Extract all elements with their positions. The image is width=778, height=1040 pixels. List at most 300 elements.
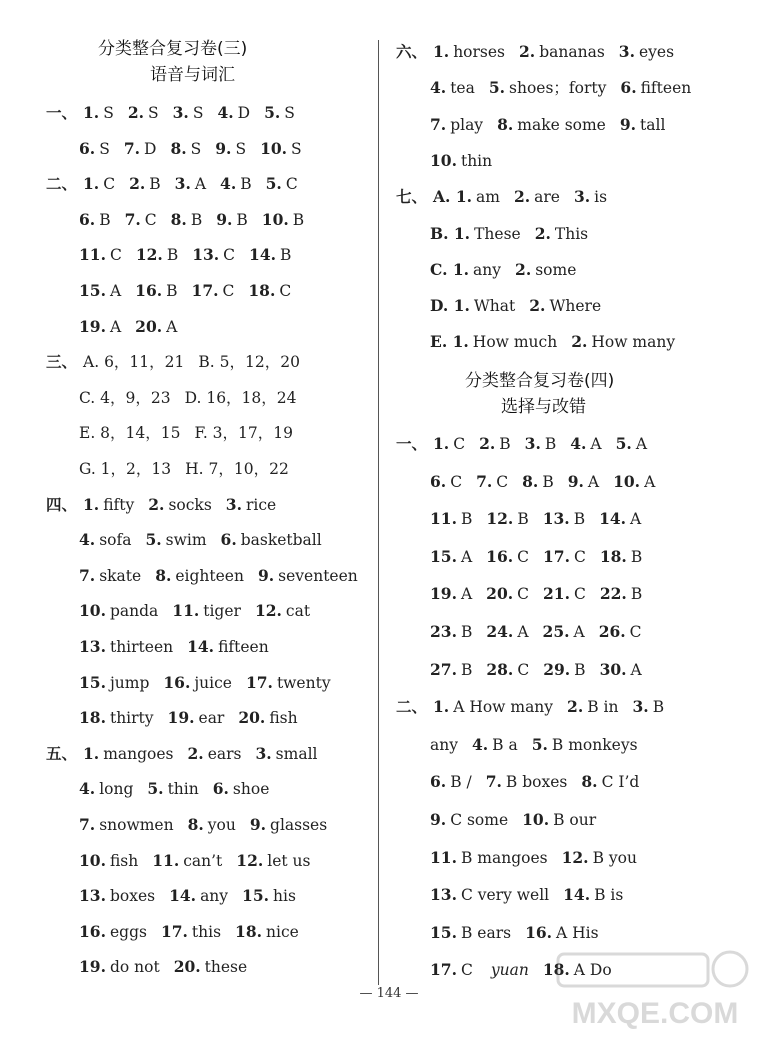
question-number: 20. bbox=[238, 708, 266, 728]
answer-text: B bbox=[149, 175, 161, 194]
answer-text: basketball bbox=[240, 531, 322, 550]
question-number: 13. bbox=[430, 885, 457, 905]
question-number: 13. bbox=[79, 637, 106, 656]
answer-item bbox=[83, 352, 184, 372]
question-number: 28. bbox=[486, 659, 514, 679]
answer-text: C bbox=[517, 585, 530, 604]
answer-text: C bbox=[279, 282, 292, 300]
answer-text: can’t bbox=[183, 851, 223, 870]
question-number: 4. bbox=[217, 103, 234, 122]
answer-item bbox=[135, 317, 177, 337]
answer-text: B bbox=[460, 623, 473, 641]
answer-item bbox=[525, 434, 557, 454]
answer-item bbox=[216, 210, 248, 230]
page-number: — 144 — bbox=[359, 986, 419, 1001]
answer-line bbox=[396, 697, 678, 717]
section-label: 七、 bbox=[396, 188, 428, 207]
answer-item bbox=[171, 210, 203, 230]
question-number: 4. bbox=[79, 779, 96, 799]
answer-item bbox=[599, 509, 641, 529]
answer-item bbox=[430, 260, 501, 280]
question-number: 15. bbox=[430, 546, 457, 566]
question-number: 4. bbox=[570, 434, 587, 453]
answer-item bbox=[255, 601, 310, 621]
question-number: 18. bbox=[248, 281, 276, 300]
answer-text: some bbox=[535, 260, 577, 279]
question-number: 22. bbox=[599, 584, 627, 604]
answer-item bbox=[235, 922, 299, 942]
answer-item bbox=[79, 708, 154, 728]
question-number: 9. bbox=[257, 565, 275, 585]
answer-item bbox=[79, 815, 174, 835]
answer-text: B is bbox=[594, 886, 624, 905]
question-number: 17. bbox=[543, 546, 570, 566]
answer-text: B bbox=[166, 246, 179, 265]
answer-text: B bbox=[544, 435, 557, 453]
answer-text: eyes bbox=[638, 43, 675, 61]
answer-text: C bbox=[517, 660, 530, 679]
question-number: 9. bbox=[249, 815, 267, 834]
answer-item bbox=[600, 547, 642, 567]
answer-text: C. 4，9，23 bbox=[79, 388, 171, 407]
question-number: 24. bbox=[486, 622, 514, 641]
section-label: 六、 bbox=[396, 43, 428, 61]
answer-item bbox=[264, 103, 295, 123]
question-number: 3. bbox=[225, 494, 242, 514]
question-number: 1. bbox=[433, 42, 450, 61]
answer-text: thin bbox=[460, 151, 493, 170]
question-number: 16. bbox=[486, 546, 514, 566]
answer-line bbox=[79, 139, 316, 159]
answer-line bbox=[79, 459, 303, 479]
answer-item bbox=[472, 735, 518, 755]
question-number: 6. bbox=[220, 530, 237, 550]
answer-item bbox=[486, 584, 529, 604]
question-number: 2. bbox=[567, 697, 584, 717]
question-number: 10. bbox=[430, 150, 457, 170]
answer-item bbox=[532, 735, 638, 755]
answer-line bbox=[79, 637, 283, 657]
answer-text: What bbox=[473, 297, 516, 316]
question-number: 8. bbox=[522, 471, 539, 491]
question-number: 6. bbox=[79, 209, 96, 229]
answer-line bbox=[430, 115, 679, 135]
question-number: 8. bbox=[581, 772, 598, 792]
answer-item bbox=[430, 885, 549, 905]
answer-text: C bbox=[109, 246, 122, 265]
answer-text: B bbox=[280, 246, 292, 265]
answer-text: B you bbox=[592, 848, 637, 867]
answer-item bbox=[79, 637, 173, 657]
question-number: 6. bbox=[430, 772, 447, 792]
answer-item bbox=[619, 42, 674, 62]
answer-item bbox=[79, 601, 158, 621]
section-label: 一、 bbox=[396, 435, 428, 453]
answer-line bbox=[396, 187, 621, 207]
answer-text: A bbox=[587, 472, 600, 491]
answer-text: boxes bbox=[109, 887, 156, 906]
question-number: 3. bbox=[172, 103, 189, 122]
answer-line bbox=[46, 744, 331, 764]
answer-item bbox=[192, 245, 235, 265]
question-number: 2. bbox=[534, 223, 551, 243]
answer-item bbox=[79, 566, 141, 586]
question-number: 2. bbox=[515, 259, 532, 279]
answer-line bbox=[79, 601, 324, 621]
question-number: 16. bbox=[79, 921, 106, 941]
answer-text: B ears bbox=[460, 923, 512, 942]
answer-text: B bbox=[292, 210, 305, 229]
answer-item bbox=[430, 78, 475, 98]
answer-text: eighteen bbox=[175, 566, 244, 585]
answer-line bbox=[79, 886, 310, 906]
question-number: 5. bbox=[147, 779, 164, 799]
answer-line bbox=[396, 434, 661, 454]
question-number: 6. bbox=[430, 471, 447, 491]
answer-line bbox=[430, 151, 506, 171]
answer-item bbox=[79, 851, 138, 871]
answer-line bbox=[430, 923, 613, 943]
answer-text: tea bbox=[450, 79, 475, 98]
question-number: 20. bbox=[135, 316, 163, 336]
section-title-3: 分类整合复习卷(三) bbox=[98, 39, 248, 59]
question-number: C. 1. bbox=[430, 259, 470, 279]
answer-text: B in bbox=[587, 698, 619, 717]
answer-text: B bbox=[240, 175, 252, 194]
question-number: 2. bbox=[148, 494, 165, 514]
answer-text: B bbox=[499, 435, 511, 453]
question-number: 11. bbox=[172, 601, 200, 621]
answer-text: horses bbox=[453, 43, 506, 61]
answer-line bbox=[396, 42, 688, 62]
answer-text: S bbox=[148, 104, 159, 122]
answer-text: C bbox=[103, 175, 116, 194]
answer-line bbox=[430, 622, 656, 642]
answer-line bbox=[430, 296, 615, 316]
question-number: 4. bbox=[79, 530, 96, 550]
answer-text: B bbox=[517, 510, 529, 529]
answer-item bbox=[83, 103, 114, 123]
question-number: 2. bbox=[479, 434, 496, 453]
answer-item bbox=[136, 245, 178, 265]
answer-item bbox=[258, 566, 358, 586]
answer-text: S bbox=[192, 104, 204, 122]
answer-item bbox=[489, 78, 607, 98]
answer-line bbox=[430, 509, 655, 529]
answer-line bbox=[79, 708, 312, 728]
answer-item bbox=[79, 673, 149, 693]
question-number: 18. bbox=[79, 708, 106, 728]
answer-item bbox=[217, 103, 250, 123]
question-number: 1. bbox=[433, 434, 450, 453]
answer-item bbox=[613, 472, 655, 492]
question-number: 7. bbox=[430, 114, 447, 134]
answer-text: How many bbox=[591, 333, 676, 352]
answer-text: twenty bbox=[276, 673, 331, 692]
answer-text: mangoes bbox=[103, 744, 174, 763]
question-number: 1. bbox=[83, 494, 100, 514]
question-number: 4. bbox=[430, 78, 447, 98]
answer-text: A His bbox=[556, 923, 599, 942]
question-number: 4. bbox=[471, 734, 489, 754]
answer-text: C bbox=[222, 282, 235, 300]
answer-text: A bbox=[109, 317, 122, 336]
question-number: 12. bbox=[486, 509, 514, 529]
answer-text: any bbox=[200, 887, 229, 906]
answer-text: B bbox=[460, 660, 473, 679]
answer-item bbox=[543, 660, 585, 680]
question-number: 15. bbox=[430, 922, 457, 942]
answer-text: A bbox=[635, 435, 648, 453]
answer-text: C bbox=[629, 623, 642, 641]
answer-text: ears bbox=[207, 744, 242, 763]
answer-item bbox=[255, 744, 317, 764]
answer-item bbox=[262, 210, 304, 230]
answer-item bbox=[79, 779, 133, 799]
question-number: 16. bbox=[525, 922, 553, 942]
answer-line bbox=[79, 317, 191, 337]
question-number: 14. bbox=[187, 637, 215, 656]
answer-text: are bbox=[534, 188, 560, 207]
answer-text: C bbox=[517, 547, 530, 566]
answer-item bbox=[79, 459, 171, 479]
answer-line bbox=[430, 224, 602, 244]
question-number: 2. bbox=[513, 187, 531, 207]
answer-text: B bbox=[166, 282, 178, 300]
answer-item bbox=[221, 530, 322, 550]
answer-text: A bbox=[109, 282, 122, 300]
answer-item bbox=[79, 245, 122, 265]
answer-line bbox=[79, 210, 318, 230]
answer-text: cat bbox=[285, 602, 311, 621]
question-number: 5. bbox=[265, 174, 282, 194]
answer-item bbox=[198, 352, 300, 372]
answer-text: B bbox=[236, 210, 248, 229]
answer-text: B bbox=[190, 210, 203, 229]
question-number: A. 1. bbox=[433, 187, 473, 207]
answer-line bbox=[46, 352, 314, 372]
answer-line bbox=[79, 851, 324, 871]
answer-item bbox=[79, 957, 160, 977]
answer-item bbox=[522, 472, 554, 492]
answer-item bbox=[226, 495, 276, 515]
answer-text: is bbox=[594, 188, 608, 207]
question-number: 5. bbox=[145, 530, 162, 550]
answer-text: fifteen bbox=[640, 79, 692, 98]
answer-text: shoes；forty bbox=[509, 79, 607, 98]
answer-text: B boxes bbox=[505, 773, 568, 792]
answer-item bbox=[135, 281, 177, 301]
question-number: 17. bbox=[160, 921, 188, 941]
answer-line bbox=[430, 660, 656, 680]
question-number: 17. bbox=[191, 281, 219, 300]
question-number: 2. bbox=[127, 103, 145, 122]
question-number: 2. bbox=[187, 743, 204, 763]
question-number: 26. bbox=[598, 622, 626, 641]
answer-text: sofa bbox=[99, 531, 132, 550]
answer-text: D bbox=[237, 104, 251, 122]
question-number: 27. bbox=[430, 659, 457, 679]
answer-item bbox=[79, 281, 121, 301]
answer-text: any bbox=[430, 735, 458, 754]
question-number: 8. bbox=[497, 114, 514, 134]
answer-item bbox=[220, 174, 252, 194]
answer-item bbox=[188, 744, 242, 764]
answer-item bbox=[430, 115, 483, 135]
question-number: 7. bbox=[123, 138, 140, 158]
answer-item bbox=[620, 115, 666, 135]
answer-text: S bbox=[291, 139, 302, 158]
answer-item bbox=[514, 187, 560, 207]
answer-text: B our bbox=[553, 811, 597, 829]
answer-text: small bbox=[275, 744, 318, 763]
question-number: 13. bbox=[192, 245, 220, 265]
answer-text: tall bbox=[640, 115, 666, 134]
answer-text: thin bbox=[167, 780, 199, 799]
answer-text: C bbox=[450, 472, 463, 491]
answer-text: A How many bbox=[453, 698, 554, 717]
answer-item bbox=[430, 772, 472, 792]
answer-item bbox=[568, 472, 599, 492]
answer-line bbox=[79, 530, 336, 550]
question-number: 14. bbox=[599, 509, 627, 529]
answer-item bbox=[79, 922, 147, 942]
section-label: 二、 bbox=[396, 698, 428, 717]
question-number: 10. bbox=[261, 209, 289, 229]
answer-text: G. 1，2，13 bbox=[79, 460, 172, 478]
question-number: 2. bbox=[571, 332, 588, 352]
answer-item bbox=[246, 673, 331, 693]
answer-item bbox=[543, 547, 586, 567]
answer-item bbox=[486, 622, 528, 642]
question-number: 12. bbox=[254, 601, 282, 621]
question-number: 9. bbox=[215, 138, 232, 158]
answer-text: C bbox=[453, 435, 466, 453]
question-number: 1. bbox=[433, 697, 450, 717]
answer-item bbox=[599, 622, 642, 642]
question-number: 17. bbox=[430, 960, 457, 980]
answer-item bbox=[433, 187, 500, 207]
answer-item bbox=[633, 697, 665, 717]
question-number: 18. bbox=[235, 921, 263, 941]
question-number: 9. bbox=[567, 471, 584, 491]
answer-item bbox=[486, 547, 529, 567]
question-number: 9. bbox=[430, 810, 447, 829]
answer-item bbox=[433, 42, 505, 62]
question-number: 15. bbox=[79, 281, 106, 300]
answer-text: skate bbox=[99, 566, 142, 585]
answer-text: eggs bbox=[109, 922, 147, 941]
question-number: 9. bbox=[619, 114, 637, 134]
answer-item bbox=[248, 281, 291, 301]
answer-item bbox=[161, 922, 221, 942]
answer-text: C bbox=[223, 246, 236, 265]
answer-item bbox=[79, 210, 111, 230]
question-number: 3. bbox=[174, 174, 191, 194]
answer-text: shoe bbox=[232, 780, 270, 799]
question-number: 6. bbox=[620, 78, 637, 98]
question-number: 14. bbox=[169, 886, 197, 906]
answer-text: fish bbox=[269, 709, 298, 728]
answer-text: C bbox=[144, 210, 157, 229]
answer-item bbox=[476, 472, 508, 492]
answer-line bbox=[430, 810, 610, 830]
answer-text: make some bbox=[517, 115, 606, 134]
answer-text: A bbox=[590, 435, 602, 453]
question-number: 8. bbox=[187, 815, 204, 834]
section-label: 三、 bbox=[46, 353, 78, 372]
answer-item bbox=[616, 434, 647, 454]
question-number: 10. bbox=[79, 850, 106, 870]
answer-line bbox=[430, 260, 590, 280]
question-number: 13. bbox=[79, 886, 106, 906]
answer-item bbox=[522, 810, 596, 830]
answer-text: S bbox=[235, 139, 247, 158]
answer-item bbox=[430, 332, 557, 352]
answer-item bbox=[83, 174, 115, 194]
question-number: 3. bbox=[524, 434, 541, 453]
question-number: 13. bbox=[542, 509, 570, 529]
answer-text: any bbox=[473, 260, 502, 279]
question-number: 5. bbox=[264, 103, 281, 122]
answer-text: A bbox=[573, 623, 585, 641]
question-number: 2. bbox=[129, 174, 146, 194]
answer-item bbox=[433, 697, 553, 717]
question-number: 3. bbox=[573, 187, 591, 207]
question-number: 11. bbox=[430, 847, 457, 867]
answer-text: A. 6，11，21 bbox=[83, 353, 185, 372]
answer-item bbox=[152, 851, 222, 871]
answer-item bbox=[486, 509, 528, 529]
section-title-4: 分类整合复习卷(四) bbox=[465, 371, 615, 391]
answer-text: thirteen bbox=[109, 638, 174, 656]
answer-line bbox=[46, 495, 290, 515]
answer-item bbox=[486, 772, 568, 792]
answer-line bbox=[46, 103, 309, 123]
answer-item bbox=[125, 210, 157, 230]
question-number: 3. bbox=[632, 697, 649, 717]
section-label: 五、 bbox=[46, 744, 78, 763]
answer-text: A bbox=[460, 585, 473, 604]
answer-line bbox=[430, 848, 651, 868]
answer-text: this bbox=[191, 922, 222, 941]
answer-text: jump bbox=[109, 673, 150, 692]
question-number: 7. bbox=[79, 815, 96, 834]
question-number: 7. bbox=[79, 565, 96, 585]
question-number: 16. bbox=[163, 672, 191, 692]
answer-text: B bbox=[573, 510, 586, 529]
answer-text: play bbox=[450, 115, 484, 134]
answer-item bbox=[543, 509, 585, 529]
answer-item bbox=[175, 174, 206, 194]
answer-item bbox=[163, 673, 232, 693]
section-label: 一、 bbox=[46, 104, 78, 122]
answer-text: C very well bbox=[460, 886, 550, 905]
answer-item bbox=[83, 744, 174, 764]
answer-text: C I’d bbox=[601, 773, 640, 792]
answer-item bbox=[185, 388, 297, 408]
answer-line bbox=[430, 885, 637, 905]
answer-item bbox=[168, 708, 225, 728]
answer-item bbox=[430, 509, 472, 529]
answer-item bbox=[479, 434, 511, 454]
answer-line bbox=[79, 423, 307, 443]
section-label: 四、 bbox=[46, 495, 78, 514]
answer-text: H. 7，10，22 bbox=[185, 460, 289, 478]
answer-item bbox=[543, 622, 585, 642]
answer-text: A bbox=[460, 547, 473, 566]
answer-item bbox=[430, 923, 511, 943]
